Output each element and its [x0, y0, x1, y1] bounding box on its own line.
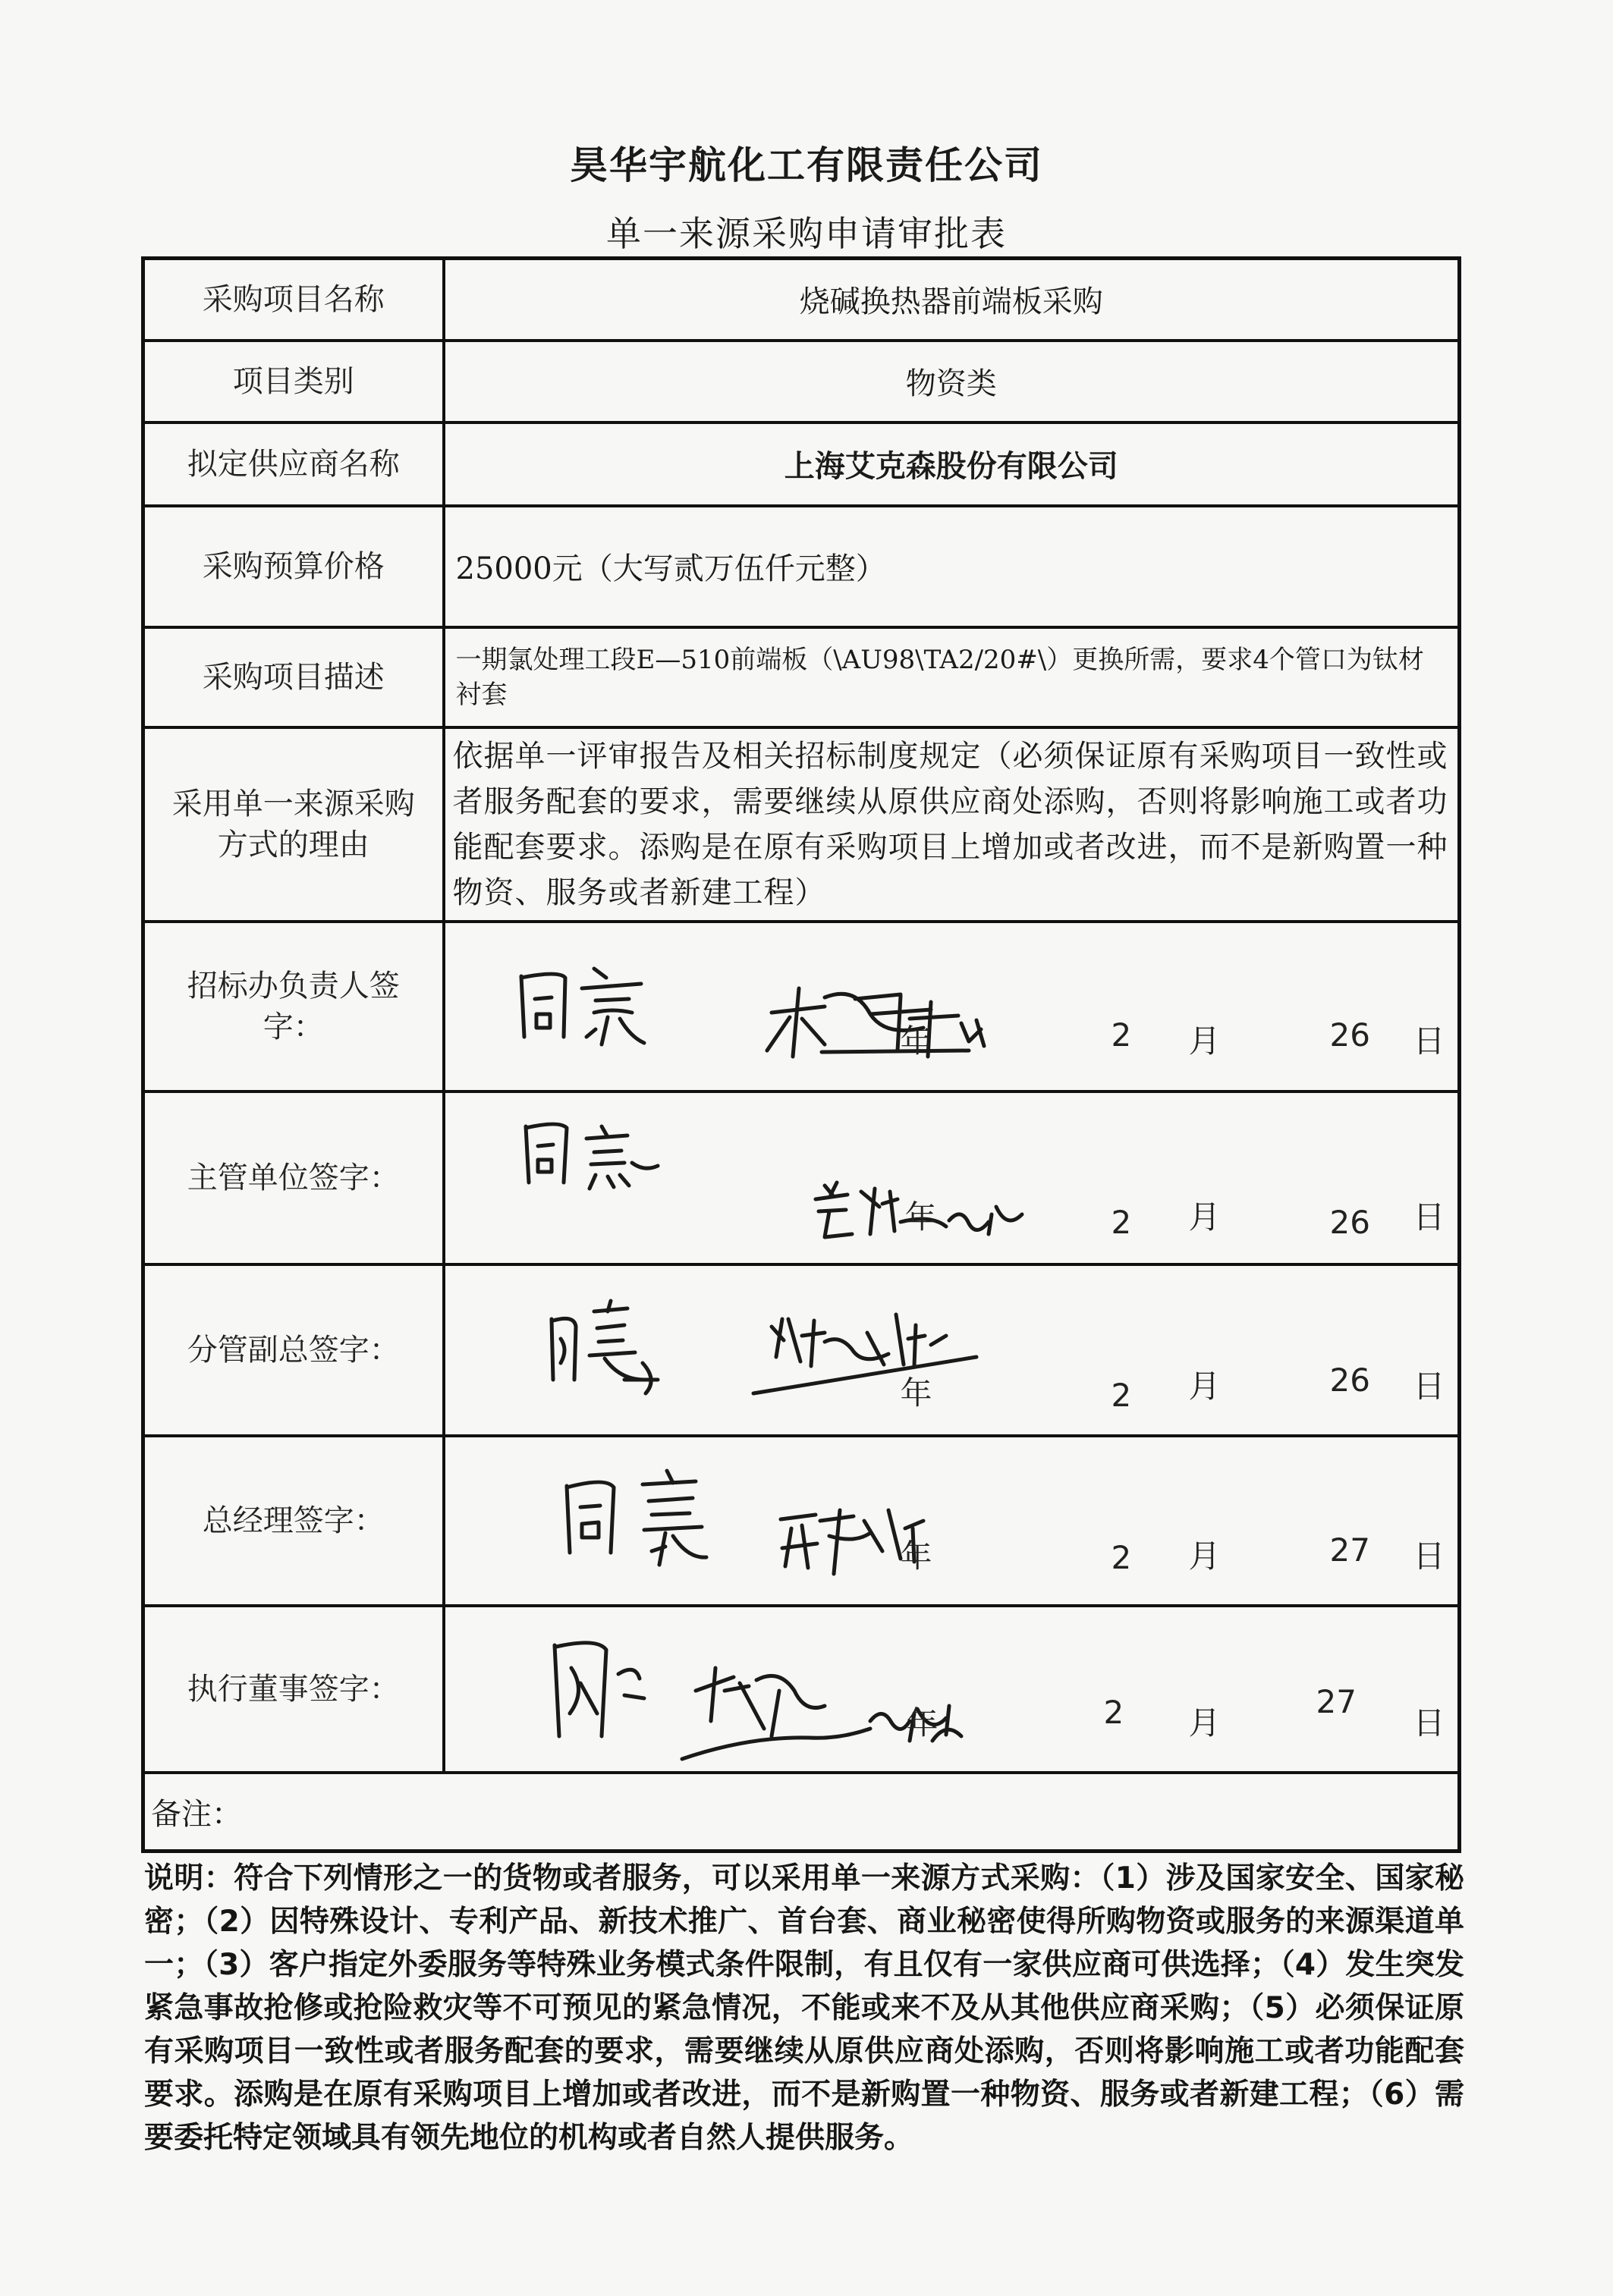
sign-4-day-label: 日 — [1413, 1537, 1445, 1575]
handwritten-signature-2 — [445, 1093, 1459, 1266]
reason-label — [143, 727, 444, 922]
row-sign-bidding-office — [143, 922, 1460, 1091]
sign-executive-director-area — [444, 1606, 1460, 1773]
sign-2-year-label: 年 — [904, 1198, 937, 1236]
sign-4-day: 27 — [1329, 1531, 1370, 1569]
sign-5-day-label: 日 — [1413, 1704, 1445, 1742]
row-sign-general-manager — [143, 1436, 1460, 1606]
sign-general-manager-label — [143, 1436, 444, 1606]
reason-label-line1: 采用单一来源采购 — [171, 786, 415, 821]
sign-supervising-unit-label — [143, 1091, 444, 1264]
sign-1-day: 26 — [1329, 1016, 1370, 1054]
sign-1-month: 2 — [1111, 1016, 1132, 1054]
row-sign-vice-gm — [143, 1264, 1460, 1436]
sign-3-month: 2 — [1111, 1376, 1132, 1414]
sign-bidding-office-label-line1: 招标办负责人签 — [187, 968, 400, 1004]
supplier-value: 上海艾克森股份有限公司 — [444, 422, 1460, 506]
row-remarks — [143, 1773, 1460, 1852]
approval-form-table — [141, 256, 1461, 1853]
row-reason — [143, 727, 1460, 922]
sign-bidding-office-label — [143, 922, 444, 1091]
row-supplier — [143, 422, 1460, 506]
company-name: 昊华宇航化工有限责任公司 — [570, 143, 1043, 187]
sign-4-month: 2 — [1111, 1538, 1132, 1576]
sign-1-day-label: 日 — [1413, 1022, 1445, 1060]
budget-label: 采购预算价格 — [143, 506, 444, 627]
handwritten-signature-1 — [445, 923, 1459, 1093]
sign-3-month-label: 月 — [1188, 1367, 1221, 1405]
remarks-cell — [143, 1773, 1460, 1852]
sign-general-manager-area — [444, 1436, 1460, 1606]
handwritten-signature-5 — [445, 1607, 1459, 1774]
budget-value: 25000元（大写贰万伍仟元整） — [444, 506, 1460, 627]
remarks-label: 备注： — [151, 1796, 242, 1832]
sign-1-month-label: 月 — [1188, 1022, 1221, 1060]
sign-2-day: 26 — [1329, 1203, 1370, 1241]
description-value: 一期氯处理工段E—510前端板（\AU98\TA2/20#\）更换所需，要求4个管口为钛材衬套 — [444, 627, 1460, 727]
sign-executive-director-label-line1: 执行董事签字： — [187, 1671, 400, 1707]
sign-2-day-label: 日 — [1413, 1198, 1445, 1236]
sign-3-year-label: 年 — [900, 1374, 932, 1412]
handwritten-signature-3 — [445, 1266, 1459, 1437]
form-title: 单一来源采购申请审批表 — [606, 213, 1007, 254]
sign-4-year-label: 年 — [900, 1537, 932, 1575]
project-name-label: 采购项目名称 — [143, 259, 444, 341]
sign-5-month-label: 月 — [1188, 1704, 1221, 1742]
row-category — [143, 341, 1460, 422]
sign-2-month: 2 — [1111, 1203, 1132, 1241]
sign-2-month-label: 月 — [1188, 1198, 1221, 1236]
row-sign-executive-director — [143, 1606, 1460, 1773]
sign-3-day: 26 — [1329, 1361, 1370, 1399]
sign-vice-gm-label-line1: 分管副总签字： — [187, 1332, 400, 1368]
sign-4-month-label: 月 — [1188, 1537, 1221, 1575]
sign-1-year-label: 年 — [900, 1022, 932, 1060]
sign-vice-gm-area — [444, 1264, 1460, 1436]
category-label: 项目类别 — [143, 341, 444, 422]
sign-5-day: 27 — [1316, 1682, 1357, 1720]
category-value: 物资类 — [444, 341, 1460, 422]
reason-label-line2: 方式的理由 — [217, 827, 369, 862]
sign-3-day-label: 日 — [1413, 1367, 1445, 1405]
row-description — [143, 627, 1460, 727]
handwritten-signature-4 — [445, 1437, 1459, 1607]
sign-bidding-office-area — [444, 922, 1460, 1091]
sign-5-year-label: 年 — [906, 1704, 939, 1742]
row-budget — [143, 506, 1460, 627]
sign-vice-gm-label — [143, 1264, 444, 1436]
sign-bidding-office-label-line2: 字： — [263, 1009, 324, 1044]
sign-general-manager-label-line1: 总经理签字： — [202, 1503, 385, 1538]
notes-paragraph: 说明：符合下列情形之一的货物或者服务，可以采用单一来源方式采购：（1）涉及国家安全、国家秘密；（2）因特殊设计、专利产品、新技术推广、首台套、商业秘密使得所购物资或服务的来源渠道单一；（3）客户指定外委服务等特殊业务模式条件限制，有且仅有一家供应商可供选择；（4）发生突发紧急事故抢修或抢险救灾等不可预见的紧急情况，不能或来不及从其他供应商采购；（5）必须保证原有采购项目一致性或者服务配套的要求，需要继续从原供应商处添购，否则将影响施工或者功能配套要求。添购是在原有采购项目上增加或者改进，而不是新购置一种物资、服务或者新建工程；（6）需要委托特定领域具有领先地位的机构或者自然人提供服务。 — [144, 1861, 1464, 2155]
project-name-value: 烧碱换热器前端板采购 — [444, 259, 1460, 341]
reason-value: 依据单一评审报告及相关招标制度规定（必须保证原有采购项目一致性或者服务配套的要求，需要继续从原供应商处添购，否则将影响施工或者功能配套要求。添购是在原有采购项目上增加或者改进，而不是新购置一种物资、服务或者新建工程） — [444, 727, 1460, 922]
row-project-name — [143, 259, 1460, 341]
sign-supervising-unit-label-line1: 主管单位签字： — [187, 1160, 400, 1195]
sign-executive-director-label — [143, 1606, 444, 1773]
description-label: 采购项目描述 — [143, 627, 444, 727]
supplier-label: 拟定供应商名称 — [143, 422, 444, 506]
sign-5-month: 2 — [1103, 1693, 1124, 1731]
row-sign-supervising-unit — [143, 1091, 1460, 1264]
sign-supervising-unit-area — [444, 1091, 1460, 1264]
